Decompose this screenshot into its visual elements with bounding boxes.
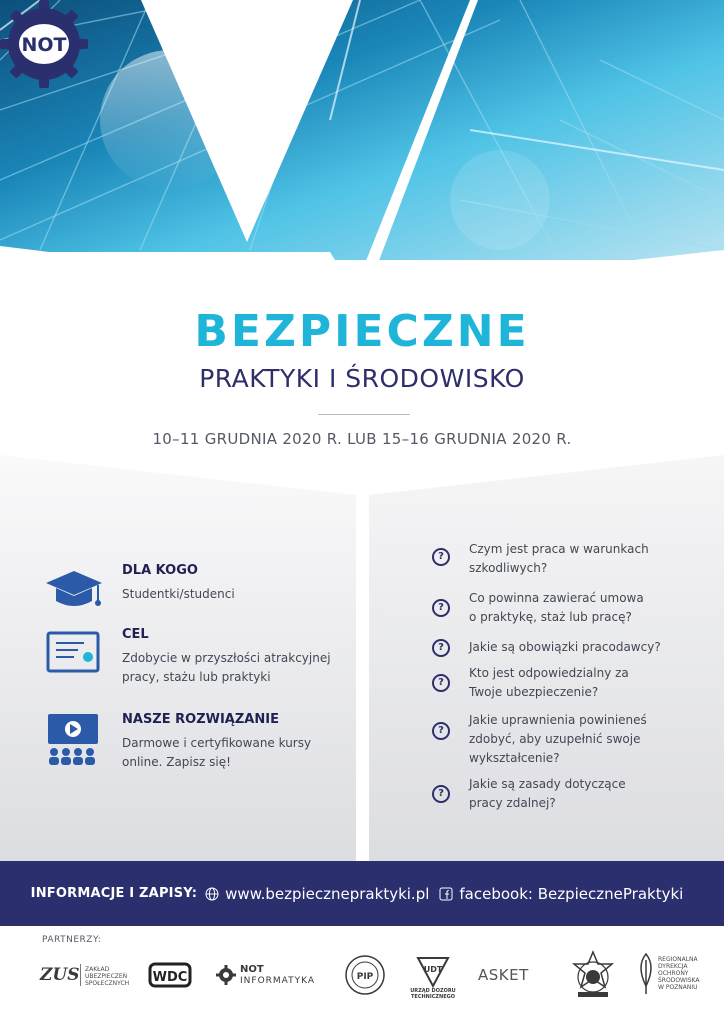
facebook-icon: [439, 887, 453, 901]
question-text: Jakie są zasady dotyczące pracy zdalnej?: [469, 777, 626, 810]
asket-logo: ASKET: [478, 966, 529, 984]
feature-text: Darmowe i certyfikowane kursy online. Zapisz się!: [122, 736, 312, 769]
question-circle-icon: ?: [432, 639, 450, 657]
partners-label: PARTNERZY:: [42, 935, 102, 945]
feature-heading: DLA KOGO: [122, 563, 198, 578]
leaf-icon: [636, 952, 656, 996]
page-subtitle: PRAKTYKI I ŚRODOWISKO: [199, 364, 525, 393]
fire-service-logo: [568, 950, 618, 1000]
zus-caption: ZAKŁAD UBEZPIECZEŃ SPOŁECZNYCH: [85, 966, 130, 987]
udt-caption: URZĄD DOZORU TECHNICZNEGO: [410, 988, 456, 1000]
not-informatyka-logo: NOT INFORMATYKA: [216, 950, 326, 1000]
event-dates: 10–11 GRUDNIA 2020 R. LUB 15–16 GRUDNIA 2020 R.: [152, 430, 572, 448]
title-divider: [318, 414, 410, 415]
zus-mark: ZUS: [40, 965, 80, 985]
not-logo-text: NOT: [21, 34, 67, 56]
svg-text:WDC: WDC: [152, 970, 188, 985]
content-panels: [0, 455, 724, 861]
certificate-icon: [44, 627, 104, 681]
svg-text:PIP: PIP: [356, 972, 374, 982]
wdc-logo: [148, 950, 194, 1000]
hero-image: [0, 0, 724, 300]
question-text: Jakie uprawnienia powinieneś zdobyć, aby uzupełnić swoje wykształcenie?: [469, 713, 647, 765]
hero-building-photo: [0, 0, 724, 300]
zus-divider: [80, 964, 81, 986]
info-label: INFORMACJE I ZAPISY:: [30, 886, 198, 901]
question-circle-icon: ?: [432, 785, 450, 803]
facebook-link[interactable]: facebook: BezpiecznePraktyki: [459, 884, 684, 903]
question-circle-icon: ?: [432, 722, 450, 740]
info-bar: [0, 861, 724, 926]
svg-text:UDT: UDT: [423, 965, 443, 974]
feature-text: Zdobycie w przyszłości atrakcyjnej pracy, stażu lub praktyki: [122, 651, 331, 684]
question-text: Jakie są obowiązki pracodawcy?: [469, 640, 661, 654]
online-course-icon: [44, 712, 104, 766]
question-text: Czym jest praca w warunkach szkodliwych?: [469, 542, 649, 575]
question-circle-icon: ?: [432, 674, 450, 692]
udt-logo: [408, 950, 458, 1000]
globe-icon: [205, 887, 219, 901]
pip-logo: [343, 950, 387, 1000]
question-circle-icon: ?: [432, 548, 450, 566]
rdos-caption: REGIONALNA DYREKCJA OCHRONY ŚRODOWISKA W POZNANIU: [658, 956, 700, 991]
zus-logo: [38, 950, 133, 1000]
page-title: BEZPIECZNE: [194, 306, 530, 357]
question-circle-icon: ?: [432, 599, 450, 617]
feature-text: Studentki/studenci: [122, 587, 235, 601]
question-text: Kto jest odpowiedzialny za Twoje ubezpieczenie?: [469, 666, 629, 699]
website-link[interactable]: www.bezpiecznepraktyki.pl: [225, 884, 430, 903]
not-logo: [0, 0, 88, 88]
feature-heading: CEL: [122, 627, 149, 642]
question-text: Co powinna zawierać umowa o praktykę, staż lub pracę?: [469, 591, 644, 624]
feature-heading: NASZE ROZWIĄZANIE: [122, 712, 279, 727]
graduation-cap-icon: [44, 563, 104, 617]
rdos-logo: [636, 950, 708, 1000]
gear-icon: [216, 965, 236, 985]
